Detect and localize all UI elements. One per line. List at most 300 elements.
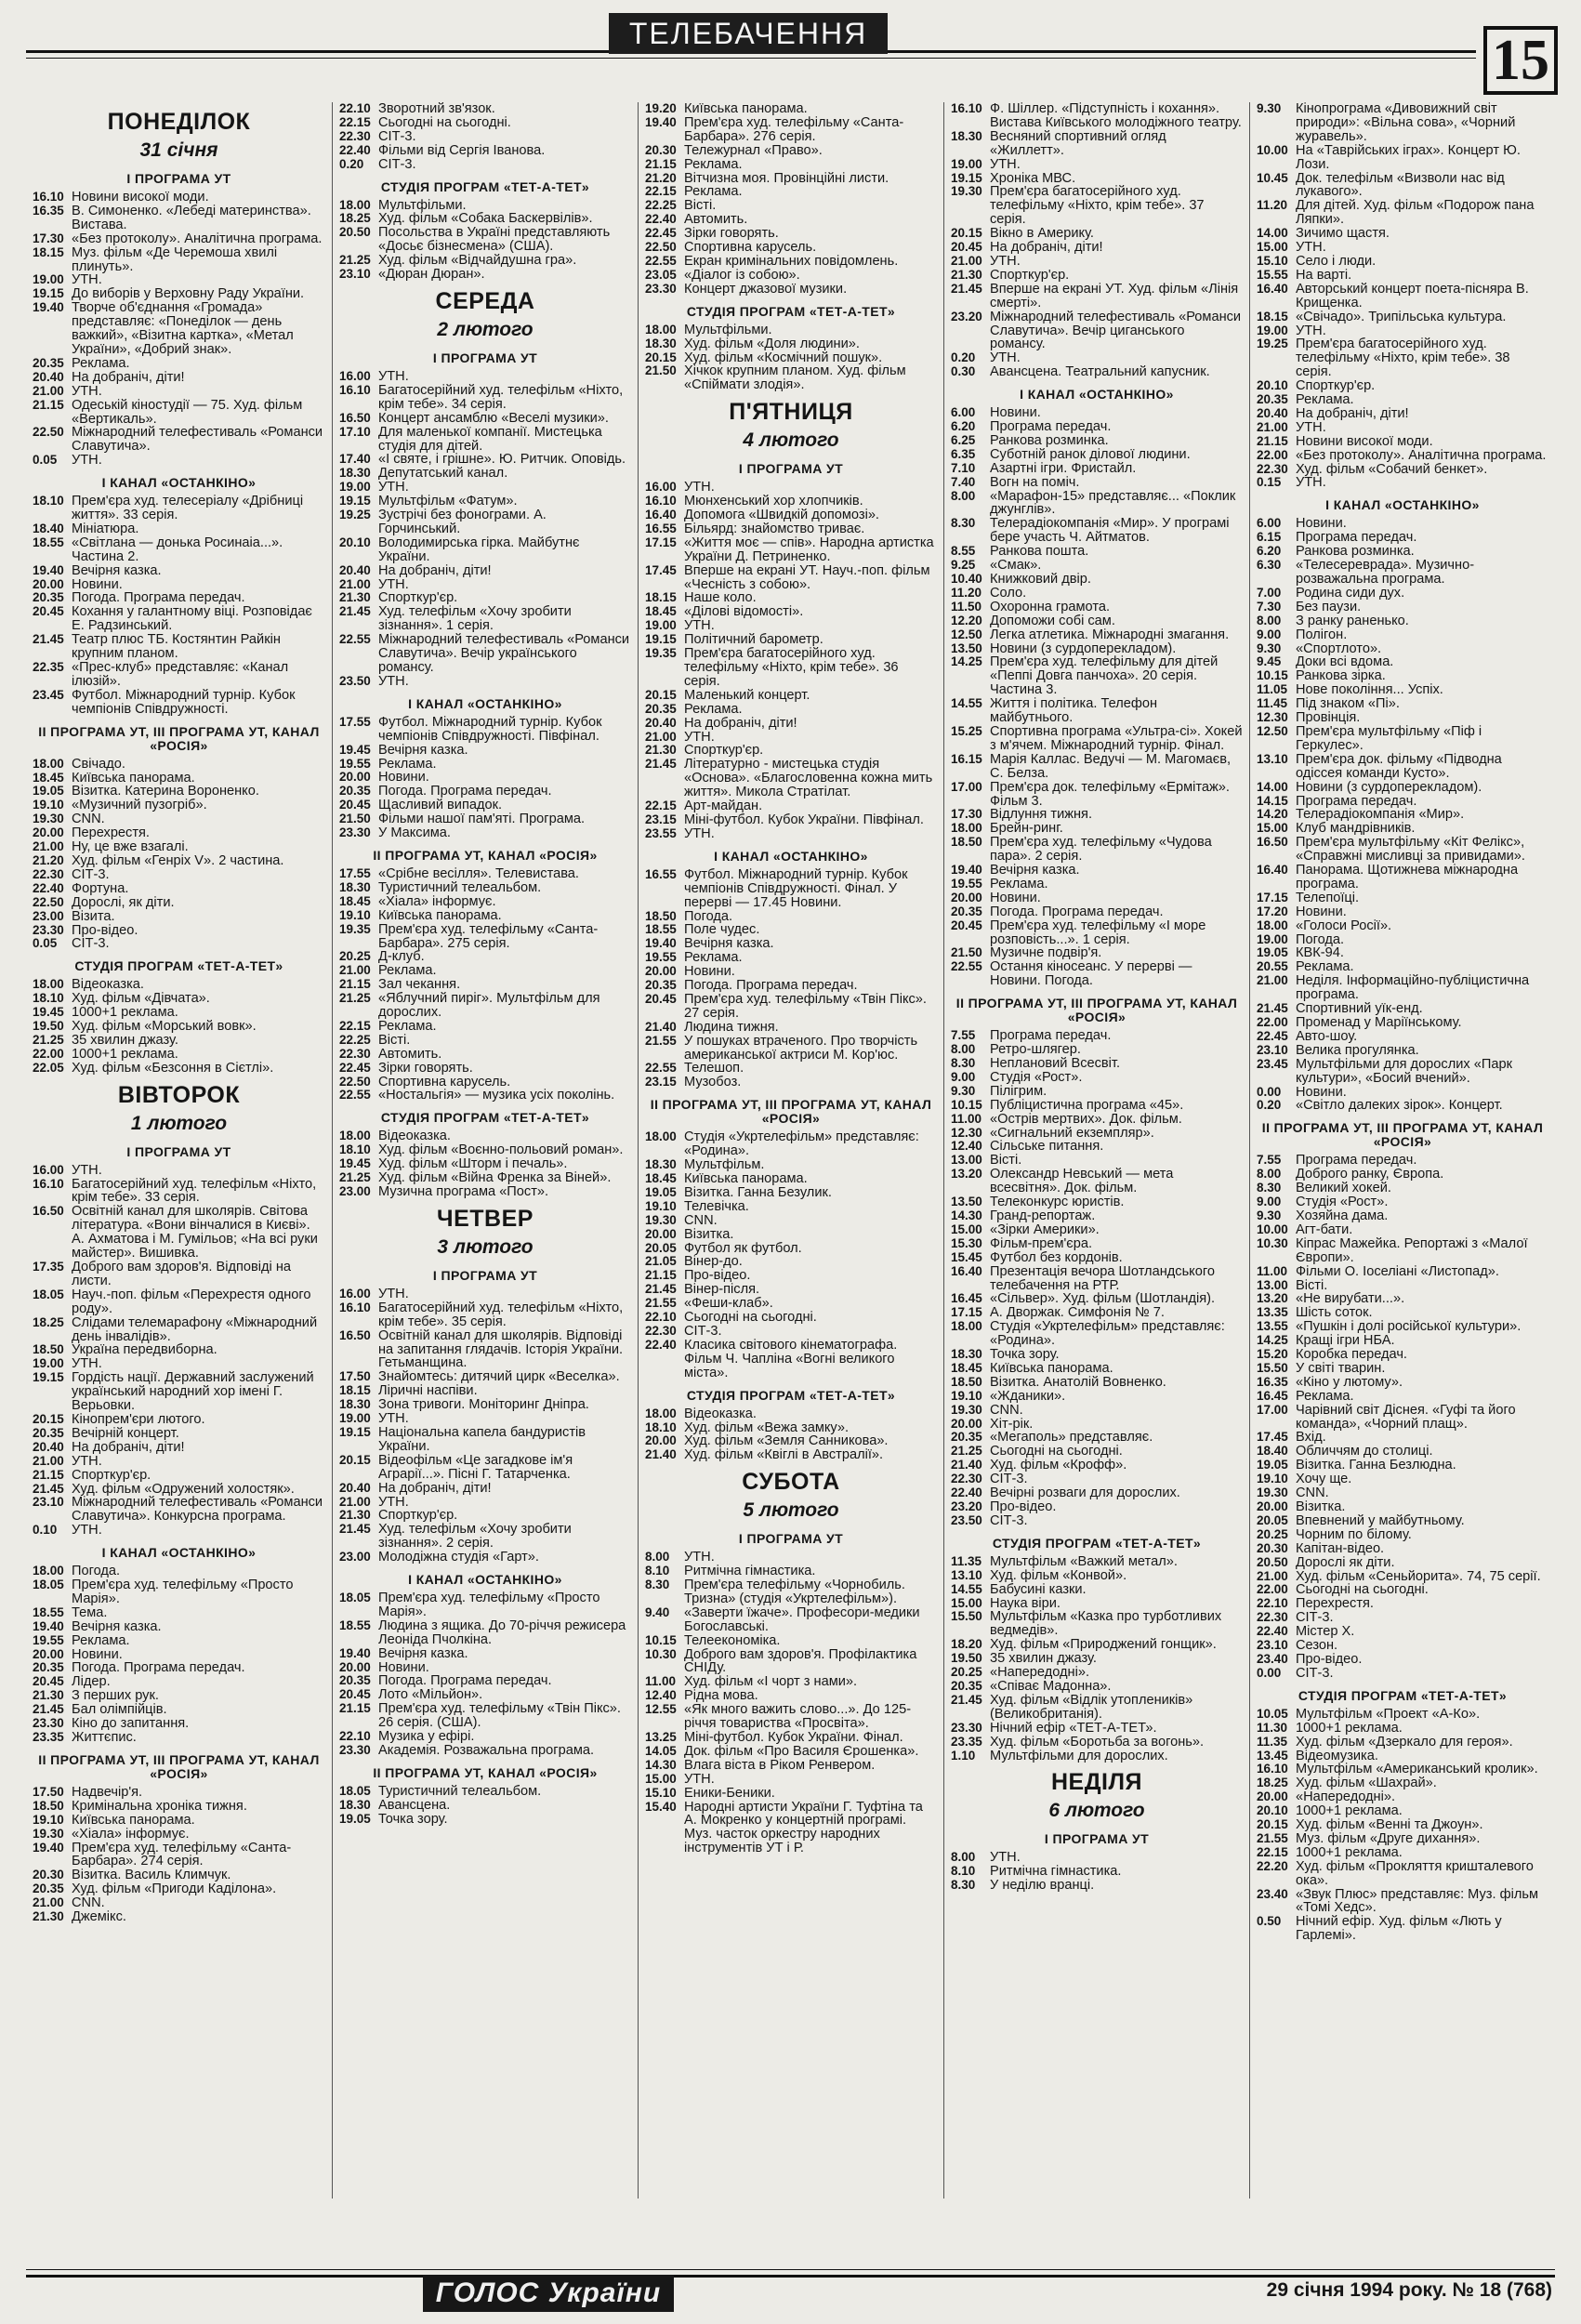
program-title: Ритмічна гімнастика. xyxy=(684,1564,816,1579)
program-time: 18.25 xyxy=(339,211,371,226)
program-entry xyxy=(951,1445,1243,1459)
channel-heading: І ПРОГРАМА УТ xyxy=(432,1267,538,1283)
program-time: 19.30 xyxy=(951,184,982,199)
program-title: Програма передач. xyxy=(990,1028,1112,1044)
program-time: 18.30 xyxy=(951,1347,982,1362)
program-entry xyxy=(951,725,1243,753)
date-heading: 6 лютого xyxy=(1048,1800,1145,1822)
program-entry xyxy=(339,1702,631,1730)
program-title: Студія «Укртелефільм» представляє: «Родина». xyxy=(990,1319,1225,1349)
program-title: Програма передач. xyxy=(1296,530,1417,546)
program-entry xyxy=(951,1113,1243,1127)
program-time: 20.30 xyxy=(33,1868,64,1882)
program-entry xyxy=(645,1228,937,1242)
program-title: Новини. xyxy=(990,405,1041,421)
program-time: 20.00 xyxy=(33,825,64,840)
program-time: 22.05 xyxy=(33,1060,64,1075)
program-entry xyxy=(1257,1279,1548,1293)
program-time: 20.35 xyxy=(645,978,677,993)
program-title: «Світло далеких зірок». Концерт. xyxy=(1296,1098,1503,1114)
program-entry xyxy=(1257,435,1548,449)
program-time: 13.10 xyxy=(1257,751,1288,766)
program-time: 20.00 xyxy=(645,964,677,979)
program-entry xyxy=(1257,601,1548,614)
program-time: 23.45 xyxy=(33,687,64,702)
program-entry xyxy=(645,241,937,255)
program-entry xyxy=(951,283,1243,310)
program-time: 20.45 xyxy=(33,1674,64,1689)
program-title: Мультфільм. xyxy=(684,1157,765,1173)
program-entry xyxy=(339,675,631,689)
program-entry xyxy=(645,1578,937,1606)
program-time: 20.00 xyxy=(951,1416,982,1431)
program-title: Фільм-прем'єра. xyxy=(990,1235,1093,1251)
program-title: Гранд-репортаж. xyxy=(990,1208,1096,1223)
program-title: Авто-шоу. xyxy=(1296,1028,1358,1044)
program-entry xyxy=(951,1486,1243,1500)
program-title: Худ. фільм «Собачий бенкет». xyxy=(1296,461,1488,477)
program-entry xyxy=(1257,1556,1548,1570)
program-time: 19.40 xyxy=(33,562,64,577)
program-time: 21.45 xyxy=(1257,1001,1288,1016)
program-time: 20.10 xyxy=(339,535,371,549)
program-entry xyxy=(339,144,631,158)
program-entry xyxy=(1257,1320,1548,1334)
program-entry xyxy=(339,1301,631,1329)
program-time: 8.00 xyxy=(645,1550,670,1565)
program-entry xyxy=(339,1496,631,1510)
program-time: 16.40 xyxy=(951,1263,982,1278)
program-entry xyxy=(951,573,1243,587)
program-entry xyxy=(339,758,631,772)
program-title: Перехрестя. xyxy=(1296,1596,1374,1612)
program-time: 6.30 xyxy=(1257,558,1282,573)
program-entry xyxy=(339,536,631,564)
program-title: Погода. Програма передач. xyxy=(378,1673,552,1689)
program-entry xyxy=(33,785,325,799)
program-time: 18.30 xyxy=(339,1797,371,1812)
program-entry xyxy=(951,697,1243,725)
program-time: 15.50 xyxy=(951,1609,982,1624)
program-title: УТН. xyxy=(378,1494,409,1510)
program-time: 21.50 xyxy=(339,812,371,826)
program-time: 21.55 xyxy=(645,1033,677,1048)
program-time: 22.15 xyxy=(339,1018,371,1033)
program-title: Спорткур'єр. xyxy=(378,1508,458,1524)
program-title: Реклама. xyxy=(684,950,743,966)
program-entry xyxy=(1257,905,1548,919)
program-title: Київська панорама. xyxy=(72,1812,195,1828)
program-time: 19.30 xyxy=(33,812,64,826)
program-entry xyxy=(339,370,631,384)
program-entry xyxy=(33,1661,325,1675)
program-time: 20.35 xyxy=(33,590,64,605)
program-entry xyxy=(951,351,1243,365)
program-time: 18.45 xyxy=(645,1171,677,1185)
program-entry xyxy=(33,1620,325,1634)
program-title: Вхід. xyxy=(1296,1430,1326,1446)
program-entry xyxy=(33,1648,325,1662)
program-title: Охоронна грамота. xyxy=(990,599,1111,614)
program-entry xyxy=(645,227,937,241)
program-entry xyxy=(1257,1044,1548,1058)
program-title: Про-відео. xyxy=(1296,1651,1363,1667)
program-time: 16.35 xyxy=(1257,1374,1288,1389)
program-time: 21.45 xyxy=(33,1702,64,1717)
program-title: Київська панорама. xyxy=(72,770,195,786)
program-title: «Життя моє — спів». Народна артистка України Д. Петриненко. xyxy=(684,535,934,564)
program-title: Легка атлетика. Міжнародні змагання. xyxy=(990,627,1230,642)
program-entry xyxy=(645,1200,937,1214)
program-entry xyxy=(1257,1625,1548,1639)
program-time: 20.25 xyxy=(339,949,371,964)
program-time: 16.10 xyxy=(339,1300,371,1314)
program-title: Прем'єра худ. телесеріалу «Дрібниці життя». 33 серія. xyxy=(72,494,304,523)
program-time: 19.30 xyxy=(951,1402,982,1417)
program-time: 19.45 xyxy=(339,1156,371,1171)
program-entry xyxy=(33,882,325,896)
program-time: 21.50 xyxy=(951,945,982,960)
program-title: Вечірня казка. xyxy=(72,1618,162,1634)
program-entry xyxy=(33,758,325,772)
program-time: 22.50 xyxy=(33,425,64,440)
program-entry xyxy=(951,822,1243,836)
program-entry xyxy=(33,978,325,992)
program-entry xyxy=(951,1431,1243,1445)
program-time: 20.05 xyxy=(645,1240,677,1255)
program-entry xyxy=(1257,531,1548,545)
program-entry xyxy=(1257,725,1548,753)
program-title: Візита. xyxy=(72,908,115,924)
program-title: «Як много важить слово...». До 125-річчя товариства «Просвіта». xyxy=(684,1702,912,1732)
program-title: «Телесереврада». Музично-розважальна програма. xyxy=(1296,558,1475,587)
program-entry xyxy=(33,1441,325,1455)
program-time: 21.00 xyxy=(33,1895,64,1910)
program-entry xyxy=(645,827,937,841)
program-time: 18.55 xyxy=(645,922,677,937)
program-time: 21.25 xyxy=(33,1032,64,1047)
program-title: Туристичний телеальбом. xyxy=(378,879,542,895)
program-title: Вечірня казка. xyxy=(378,742,468,758)
program-title: «Голоси Росії». xyxy=(1296,918,1392,933)
program-entry xyxy=(339,744,631,758)
program-entry xyxy=(951,1195,1243,1209)
program-title: Гордість нації. Державний заслужений український народний хор імені Г. Верьовки. xyxy=(72,1370,314,1414)
day-heading: ВІВТОРОК xyxy=(117,1081,241,1108)
day-heading: П'ЯТНИЦЯ xyxy=(729,399,853,426)
program-time: 20.45 xyxy=(339,798,371,812)
program-time: 21.15 xyxy=(33,1467,64,1482)
program-title: УТН. xyxy=(684,825,715,841)
program-time: 18.55 xyxy=(33,1604,64,1619)
program-entry xyxy=(1257,227,1548,241)
program-title: Вісті. xyxy=(1296,1277,1328,1293)
program-time: 22.10 xyxy=(1257,1596,1288,1611)
program-time: 22.00 xyxy=(1257,1015,1288,1029)
program-time: 20.25 xyxy=(1257,1526,1288,1541)
program-entry xyxy=(951,1736,1243,1750)
program-entry xyxy=(339,799,631,812)
program-time: 19.15 xyxy=(951,170,982,185)
program-title: 35 хвилин джазу. xyxy=(990,1651,1097,1667)
program-time: 16.10 xyxy=(1257,1762,1288,1776)
program-title: До виборів у Верховну Раду України. xyxy=(72,286,305,302)
program-title: УТН. xyxy=(990,350,1021,366)
program-title: Слідами телемарафону «Міжнародний день інвалідів». xyxy=(72,1314,318,1344)
program-time: 14.30 xyxy=(645,1757,677,1772)
program-entry xyxy=(33,661,325,689)
program-entry xyxy=(645,633,937,647)
program-title: На добраніч, діти! xyxy=(72,1439,185,1455)
program-time: 22.00 xyxy=(1257,447,1288,462)
channel-heading: ІІ ПРОГРАМА УТ, ІІІ ПРОГРАМА УТ, КАНАЛ «РОСІЯ» xyxy=(38,1751,320,1781)
program-title: УТН. xyxy=(72,272,102,288)
program-title: Концерт ансамблю «Веселі музики». xyxy=(378,410,609,426)
program-time: 17.15 xyxy=(645,535,677,549)
program-title: Новини (з сурдоперекладом). xyxy=(1296,779,1482,795)
program-entry xyxy=(951,1029,1243,1043)
program-entry xyxy=(951,1404,1243,1418)
program-time: 15.55 xyxy=(1257,267,1288,282)
program-entry xyxy=(339,1370,631,1384)
program-entry xyxy=(33,1371,325,1413)
program-time: 13.50 xyxy=(951,640,982,655)
program-time: 18.30 xyxy=(339,1397,371,1412)
program-entry xyxy=(1257,421,1548,435)
program-time: 9.40 xyxy=(645,1604,670,1619)
program-time: 11.00 xyxy=(951,1111,982,1126)
program-time: 19.55 xyxy=(951,876,982,891)
program-title: Наука віри. xyxy=(990,1595,1061,1611)
program-time: 20.35 xyxy=(33,1882,64,1896)
program-entry xyxy=(33,357,325,371)
program-title: CNN. xyxy=(684,1212,718,1228)
program-entry xyxy=(1257,919,1548,933)
program-title: Фільми від Сергія Іванова. xyxy=(378,142,546,158)
program-time: 21.30 xyxy=(339,1508,371,1523)
program-title: Неплановий Всесвіт. xyxy=(990,1056,1121,1071)
program-entry xyxy=(33,1288,325,1316)
program-title: «Жданики». xyxy=(990,1388,1066,1404)
program-title: Свічадо. xyxy=(72,756,125,772)
channel-heading: І ПРОГРАМА УТ xyxy=(432,350,538,365)
program-entry xyxy=(339,992,631,1020)
channel-heading: І ПРОГРАМА УТ xyxy=(738,461,844,477)
program-title: Променад у Маріїнському. xyxy=(1296,1015,1462,1030)
program-title: Панорама. Щотижнева міжнародна програма. xyxy=(1296,863,1519,891)
program-time: 18.25 xyxy=(33,1314,64,1329)
program-entry xyxy=(1257,1653,1548,1667)
program-title: З ранку раненько. xyxy=(1296,613,1409,628)
program-title: На добраніч, діти! xyxy=(990,240,1103,256)
program-title: Лото «Мільйон». xyxy=(378,1687,483,1703)
program-title: Мюнхенський хор хлопчиків. xyxy=(684,494,863,509)
program-title: Реклама. xyxy=(684,701,743,717)
program-entry xyxy=(951,808,1243,822)
program-entry xyxy=(339,1287,631,1301)
program-time: 20.15 xyxy=(951,226,982,241)
program-time: 18.30 xyxy=(951,128,982,143)
program-time: 20.40 xyxy=(1257,405,1288,420)
program-title: Худ. фільм «Доля людини». xyxy=(684,336,860,351)
program-title: УТН. xyxy=(72,1523,102,1538)
program-title: Нове покоління... Успіх. xyxy=(1296,682,1443,698)
program-title: Шість соток. xyxy=(1296,1305,1373,1321)
program-title: Авансцена. Театральний капусник. xyxy=(990,364,1210,380)
program-time: 14.00 xyxy=(1257,779,1288,794)
program-entry xyxy=(339,1076,631,1089)
program-title: СІТ-3. xyxy=(378,156,416,172)
program-entry xyxy=(951,158,1243,172)
program-time: 21.40 xyxy=(645,1447,677,1462)
program-time: 22.00 xyxy=(1257,1582,1288,1597)
program-entry xyxy=(645,731,937,745)
program-title: 1000+1 реклама. xyxy=(1296,1844,1403,1860)
program-time: 20.15 xyxy=(1257,1817,1288,1832)
program-entry xyxy=(951,1638,1243,1652)
program-entry xyxy=(645,1606,937,1634)
program-entry xyxy=(951,1209,1243,1223)
channel-heading: СТУДІЯ ПРОГРАМ «ТЕТ-А-ТЕТ» xyxy=(686,1387,896,1403)
program-entry xyxy=(33,1006,325,1020)
program-entry xyxy=(951,559,1243,573)
program-entry xyxy=(1257,102,1548,144)
date-heading: 3 лютого xyxy=(437,1235,534,1258)
program-title: Футбол. Міжнародний турнір. Кубок чемпіонів Співдружності. Фінал. У перерві — 17.45 Новини. xyxy=(684,866,908,910)
program-title: Театр плюс ТБ. Костянтин Райкін крупним планом. xyxy=(72,632,281,662)
program-time: 20.35 xyxy=(951,904,982,918)
program-title: Відеоказка. xyxy=(378,1129,451,1144)
program-title: Худ. фільм «Земля Санникова». xyxy=(684,1433,889,1449)
program-time: 21.30 xyxy=(339,590,371,605)
program-entry xyxy=(339,867,631,881)
program-entry xyxy=(645,1158,937,1172)
program-time: 12.30 xyxy=(951,1125,982,1140)
program-time: 19.55 xyxy=(33,1632,64,1647)
program-time: 14.30 xyxy=(951,1208,982,1222)
program-time: 22.55 xyxy=(645,253,677,268)
program-entry xyxy=(1257,1722,1548,1736)
program-entry xyxy=(1257,1597,1548,1611)
program-entry xyxy=(951,655,1243,697)
program-title: Музика у ефірі. xyxy=(378,1729,475,1745)
program-title: CNN. xyxy=(1296,1486,1329,1501)
program-title: «Свічадо». Трипільська культура. xyxy=(1296,309,1507,324)
program-entry xyxy=(33,854,325,868)
program-time: 21.05 xyxy=(645,1254,677,1269)
program-entry xyxy=(33,633,325,661)
program-time: 19.40 xyxy=(33,1840,64,1855)
program-time: 12.30 xyxy=(1257,710,1288,725)
program-entry xyxy=(1257,199,1548,227)
program-title: Чарівний світ Діснея. «Гуфі та його команда», «Чорний плащ». xyxy=(1296,1402,1516,1432)
program-title: Спортивна карусель. xyxy=(378,1074,511,1089)
program-time: 23.30 xyxy=(33,922,64,937)
program-time: 18.05 xyxy=(33,1287,64,1301)
program-time: 22.30 xyxy=(951,1472,982,1486)
program-entry xyxy=(645,1269,937,1283)
program-time: 19.40 xyxy=(33,1618,64,1633)
program-time: 21.30 xyxy=(33,1688,64,1703)
program-entry xyxy=(645,1565,937,1578)
program-time: 19.05 xyxy=(1257,945,1288,960)
program-time: 20.40 xyxy=(33,1439,64,1454)
program-entry xyxy=(1257,1570,1548,1584)
newspaper-logo: ГОЛОС України xyxy=(423,2275,674,2312)
program-entry xyxy=(645,923,937,937)
program-entry xyxy=(33,1868,325,1882)
program-entry xyxy=(339,633,631,675)
program-entry xyxy=(33,1261,325,1288)
program-entry xyxy=(645,116,937,144)
program-title: Новини (з сурдоперекладом). xyxy=(990,640,1177,656)
program-entry xyxy=(339,1799,631,1813)
program-time: 20.45 xyxy=(645,991,677,1006)
program-entry xyxy=(951,864,1243,878)
program-title: Спорткур'єр. xyxy=(990,267,1070,283)
program-time: 18.50 xyxy=(951,1374,982,1389)
program-entry xyxy=(339,1730,631,1744)
program-time: 22.40 xyxy=(33,880,64,895)
program-time: 20.00 xyxy=(339,770,371,785)
program-entry xyxy=(645,703,937,717)
program-time: 23.35 xyxy=(33,1730,64,1744)
program-title: Худ. фільм «Боротьба за вогонь». xyxy=(990,1734,1205,1750)
program-title: Сьогодні на сьогодні. xyxy=(990,1444,1123,1459)
program-time: 20.25 xyxy=(951,1665,982,1680)
program-title: Вікно в Америку. xyxy=(990,226,1094,242)
program-entry xyxy=(339,1688,631,1702)
program-entry xyxy=(645,269,937,283)
channel-heading: І КАНАЛ «ОСТАНКІНО» xyxy=(101,475,257,491)
program-title: Еники-Беники. xyxy=(684,1785,775,1801)
program-time: 22.10 xyxy=(645,1310,677,1325)
program-entry xyxy=(645,172,937,186)
program-entry xyxy=(951,1610,1243,1638)
program-time: 19.15 xyxy=(33,1370,64,1385)
program-entry xyxy=(33,1896,325,1910)
program-time: 23.50 xyxy=(339,673,371,688)
program-title: Вечірня казка. xyxy=(72,562,162,578)
program-title: Телешоп. xyxy=(684,1061,744,1076)
program-time: 20.45 xyxy=(33,604,64,619)
program-entry xyxy=(951,490,1243,518)
program-title: Освітній канал для школярів. Світова література. «Вони вінчалися в Києві». А. Ахматова і М. Гумільов; «На всі руки майстер». Вишивка. xyxy=(72,1204,318,1261)
program-title: Київська панорама. xyxy=(684,1171,808,1186)
program-time: 17.45 xyxy=(645,562,677,577)
program-entry xyxy=(33,191,325,205)
program-title: УТН. xyxy=(378,576,409,592)
program-title: Молодіжна студія «Гарт». xyxy=(378,1550,539,1565)
program-title: Зустрічі без фонограми. А. Горчинський. xyxy=(378,508,547,536)
program-time: 21.20 xyxy=(33,852,64,867)
program-time: 19.55 xyxy=(339,756,371,771)
program-entry xyxy=(33,1606,325,1620)
program-title: «Напередодні». xyxy=(1296,1789,1396,1805)
program-time: 21.00 xyxy=(1257,973,1288,988)
program-title: Новини. xyxy=(1296,904,1347,919)
program-time: 21.40 xyxy=(951,1458,982,1472)
program-time: 20.00 xyxy=(339,1659,371,1674)
program-time: 20.10 xyxy=(1257,1803,1288,1818)
program-entry xyxy=(645,1731,937,1745)
program-time: 17.50 xyxy=(33,1784,64,1799)
channel-heading: І ПРОГРАМА УТ xyxy=(126,1143,231,1159)
program-entry xyxy=(1257,1431,1548,1445)
program-title: Автомить. xyxy=(684,212,748,228)
program-time: 10.05 xyxy=(1257,1706,1288,1721)
program-time: 16.50 xyxy=(339,1327,371,1342)
